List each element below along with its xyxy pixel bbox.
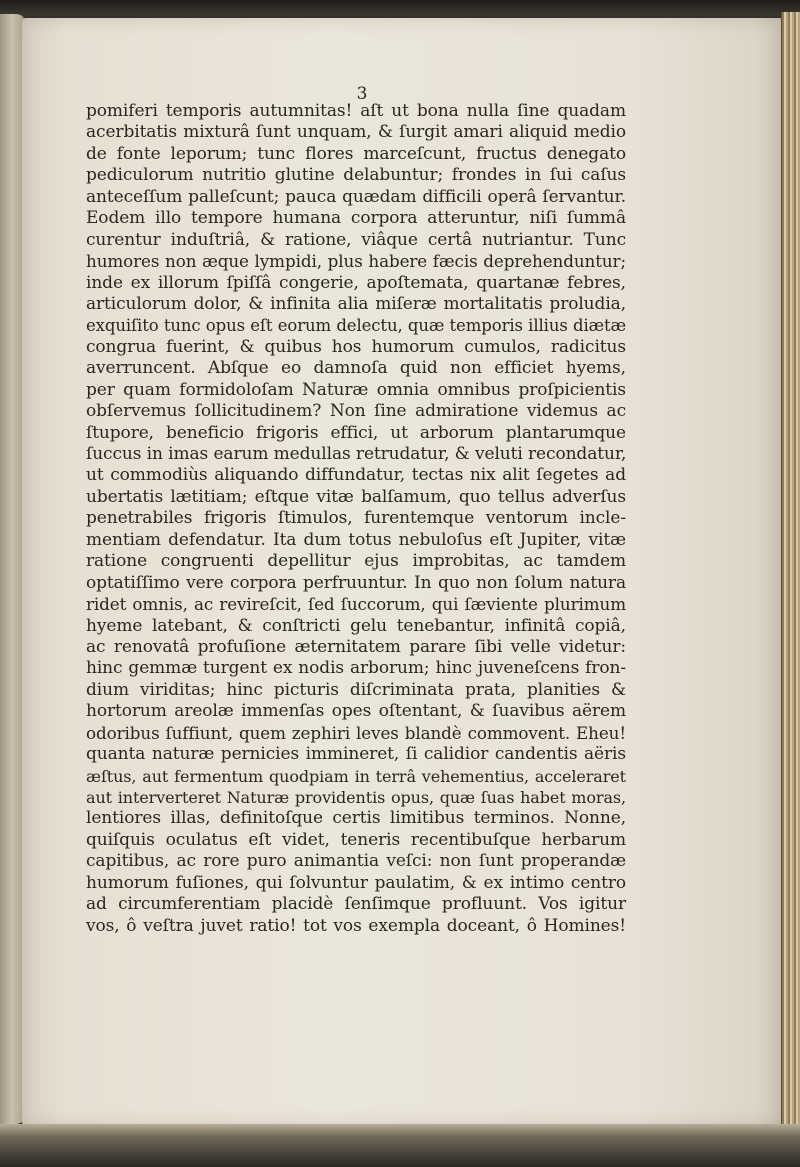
- text-line: ridet omnis, ac revireſcit, ſed ſuccorum, qui ſæviente plurimum: [86, 594, 626, 615]
- text-line: articulorum dolor, & infinita alia miſeræ mortalitatis proludia,: [86, 293, 626, 314]
- text-line: æſtus, aut fermentum quodpiam in terrâ vehementius, acceleraret: [86, 766, 626, 786]
- text-line: acerbitatis mixturâ ſunt unquam, & ſurgit amari aliquid medio: [86, 122, 626, 143]
- text-line: ratione congruenti depellitur ejus improbitas, ac tamdem: [86, 551, 626, 572]
- text-line: odoribus ſuffiunt, quem zephiri leves blandè commovent. Eheu!: [86, 722, 626, 743]
- page-number: 3: [356, 84, 368, 104]
- text-line: optatiſſimo vere corpora perfruuntur. In quo non ſolum natura: [86, 572, 626, 593]
- text-line: hortorum areolæ immenſas opes oſtentant, & ſuavibus aërem: [86, 701, 626, 722]
- text-line: humorum fuſiones, qui ſolvuntur paulatim, & ex intimo centro: [86, 872, 626, 893]
- text-line: ut commodiùs aliquando diffundatur, tectas nix alit ſegetes ad: [86, 465, 626, 486]
- text-line: anteceſſum palleſcunt; pauca quædam difficili operâ ſervantur.: [86, 186, 626, 207]
- text-line: vos, ô veſtra juvet ratio! tot vos exempla doceant, ô Homines!: [86, 915, 626, 936]
- text-line: ad circumferentiam placidè ſenſimque profluunt. Vos igitur: [86, 894, 626, 915]
- text-line: obſervemus ſollicitudinem? Non ſine admiratione videmus ac: [86, 401, 626, 422]
- text-line: ubertatis lætitiam; eſtque vitæ balſamum, quo tellus adverſus: [86, 486, 626, 507]
- text-line: lentiores illas, definitoſque certis limitibus terminos. Nonne,: [86, 808, 626, 829]
- text-line: exquiſito tunc opus eſt eorum delectu, quæ temporis illius diætæ: [86, 316, 626, 336]
- text-line: quanta naturæ pernicies immineret, ſi calidior candentis aëris: [86, 744, 626, 765]
- text-line: quiſquis oculatus eſt videt, teneris recentibuſque herbarum: [86, 829, 626, 850]
- text-line: dium viriditas; hinc picturis diſcriminata prata, planities &: [86, 679, 626, 700]
- text-line: ſtupore, beneficio frigoris effici, ut arborum plantarumque: [86, 422, 626, 443]
- text-line: hyeme latebant, & conſtricti gelu tenebantur, infinitâ copiâ,: [86, 615, 626, 636]
- page-stack-edge: [781, 12, 800, 1132]
- text-line: mentiam defendatur. Ita dum totus nebuloſus eſt Jupiter, vitæ: [86, 529, 626, 550]
- text-line: congrua fuerint, & quibus hos humorum cumulos, radicitus: [86, 336, 626, 357]
- text-line: Eodem illo tempore humana corpora atteruntur, niſi ſummâ: [86, 208, 626, 229]
- text-line: hinc gemmæ turgent ex nodis arborum; hinc juveneſcens fron-: [86, 658, 626, 679]
- text-line: pediculorum nutritio glutine delabuntur; frondes in ſui caſus: [86, 165, 626, 186]
- text-line: de fonte leporum; tunc flores marceſcunt, fructus denegato: [86, 143, 626, 164]
- text-line: pomiferi temporis autumnitas! aſt ut bona nulla ſine quadam: [86, 101, 626, 121]
- text-line: per quam formidoloſam Naturæ omnia omnibus proſpicientis: [86, 379, 626, 400]
- text-line: inde ex illorum ſpiſſâ congerie, apoſtemata, quartanæ febres,: [86, 272, 626, 293]
- text-line: humores non æque lympidi, plus habere fæcis deprehenduntur;: [86, 251, 626, 272]
- text-line: aut interverteret Naturæ providentis opus, quæ ſuas habet moras,: [86, 788, 626, 807]
- text-line: capitibus, ac rore puro animantia veſci: non ſunt properandæ: [86, 851, 626, 872]
- text-line: averruncent. Abſque eo damnoſa quid non efficiet hyems,: [86, 358, 626, 379]
- text-line: curentur induſtriâ, & ratione, viâque certâ nutriantur. Tunc: [86, 229, 626, 250]
- text-line: ſuccus in imas earum medullas retrudatur, & veluti recondatur,: [86, 444, 627, 464]
- text-line: ac renovatâ profuſione æternitatem parare ſibi velle videtur:: [86, 636, 626, 657]
- book-bottom-edge: [0, 1124, 800, 1167]
- text-line: penetrabiles frigoris ſtimulos, furentemque ventorum incle-: [86, 508, 626, 529]
- body-text: [86, 101, 626, 937]
